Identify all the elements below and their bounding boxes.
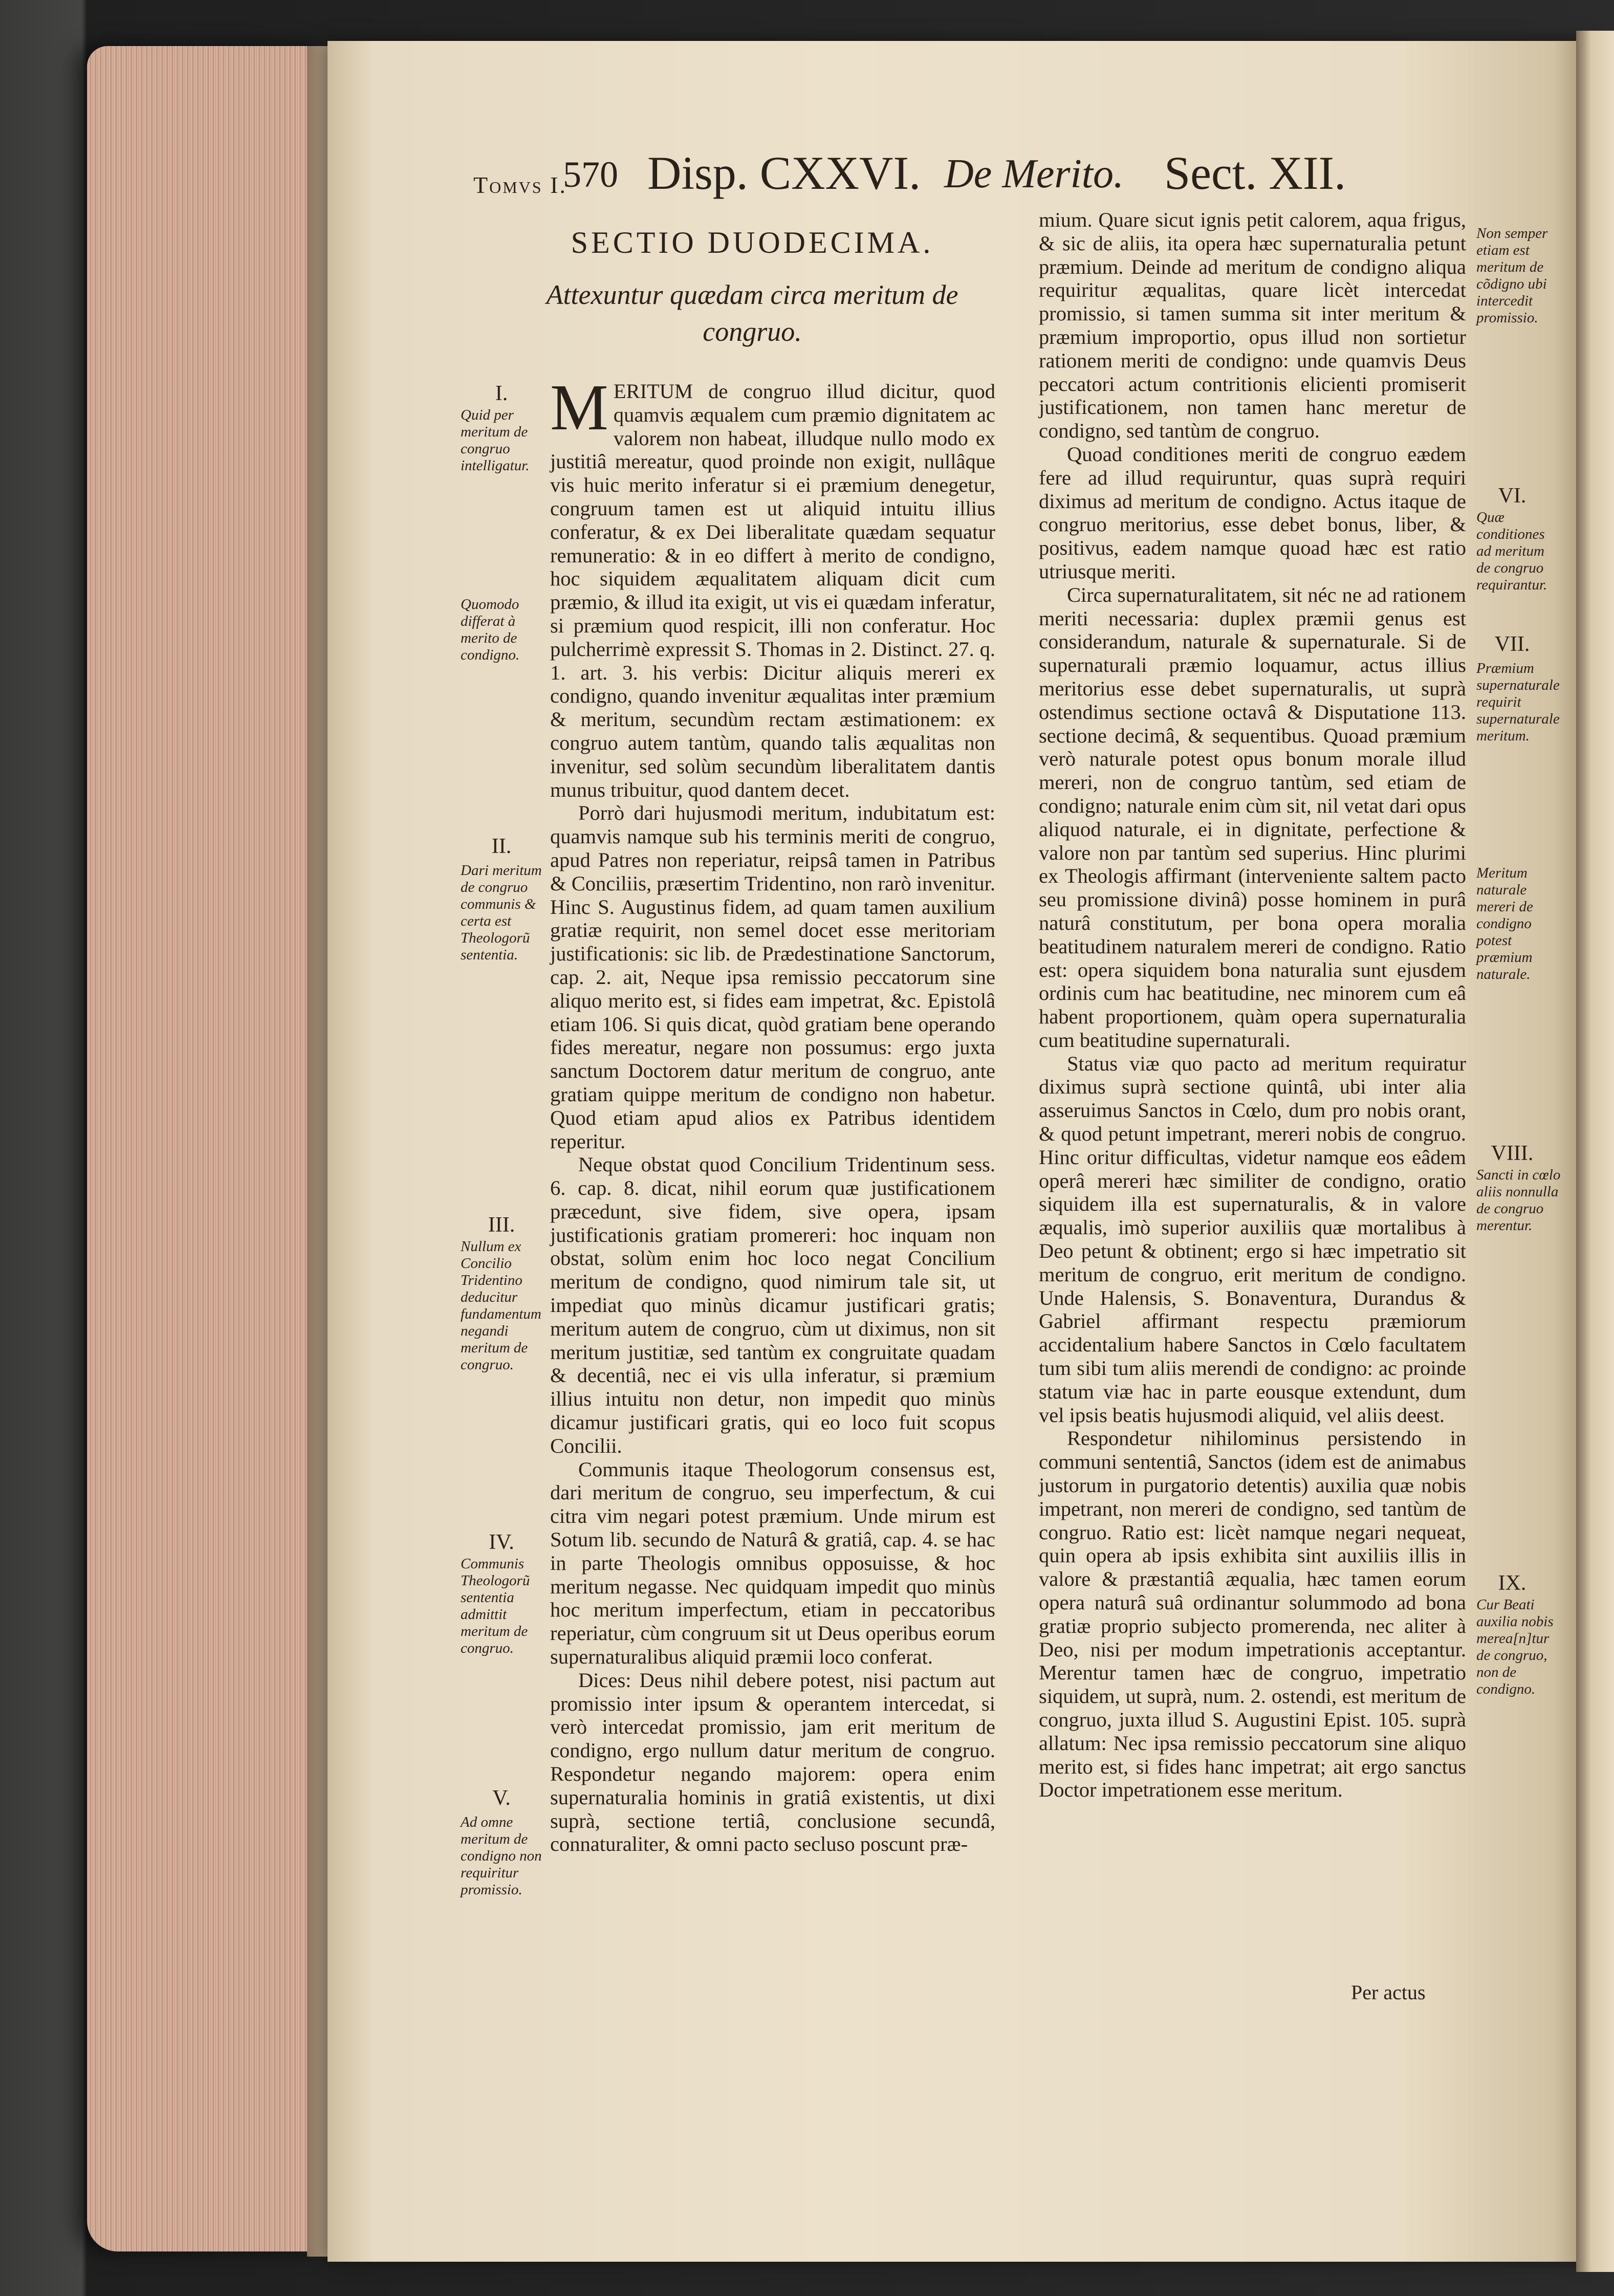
left-text-column <box>550 371 995 1856</box>
page-number: 570 <box>563 154 618 195</box>
paragraph-text: ERITUM de congruo illud dicitur, quod quamvis æqualem cum præmio dignitatem ac valorem non habeat, illudque nullo modo ex justitiâ mereatur, quod proinde non exigit, nullâque vis huic merito inferatur si ei præmium denegetur, congruum tamen est ut aliquid intuitu illius conferatur, & ex Dei liberalitate quædam sequatur remuneratio: & in eo differt à merito de condigno, hoc siquidem æqualitatem aliquam dicit cum præmio, & illud ita exigit, ut vis ei quædam inferatur, si præmium quod respicit, illi non conferatur. Hoc pulcherrimè expressit S. Thomas in 2. Distinct. 27. q. 1. art. 3. his verbis: Dicitur aliquis mereri ex condigno, quando invenitur æqualitas inter præmium & meritum, secundùm rectam æstimationem: ex congruo autem tantùm, quando talis æqualitas non invenitur, sed solùm secundùm liberalitatem dantis munus tribuitur, quod dantem decet. <box>550 380 995 801</box>
margin-note: Ad omne meritum de condigno non requiritur promissio. <box>461 1814 542 1898</box>
paragraph: Neque obstat quod Concilium Tridentinum sess. 6. cap. 8. dicat, nihil eorum quæ justificationem præcedunt, sive fidem, sive opera, ipsam justificationis gratiam promereri: hoc inquam non obstat, solùm enim hoc loco negat Concilium meritum de condigno, quod nimirum tale sit, ut impediat quo minùs dicamur justificari gratis; meritum autem de congruo, cùm ut diximus, non sit meritum justitiæ, sed tantùm ex congruitate quadam & decentiâ, nec ei vis ulla inferatur, si præmium illius intuitu non detur, non impedit quo minùs dicamur justificari gratis, qui eo loco fuit scopus Concilii. <box>550 1153 995 1457</box>
margin-note: Quid per meritum de congruo intelligatur. <box>461 407 530 474</box>
book-page-edges <box>87 46 328 2251</box>
margin-number: II. <box>491 835 512 858</box>
section-subtitle: Attexuntur quædam circa meritum de congruo. <box>546 279 958 347</box>
drop-cap: M <box>550 371 608 444</box>
margin-number: V. <box>492 1786 511 1810</box>
margin-note: Quæ conditiones ad meritum de congruo requirantur. <box>1476 509 1547 593</box>
margin-note: Dari meritum de congruo communis & certa est Theologorũ sententia. <box>461 862 542 963</box>
catchword: Per actus <box>1351 1981 1426 2004</box>
margin-note: Meritum naturale mereri de condigno potest præmium naturale. <box>1476 865 1533 982</box>
margin-note: Cur Beati auxilia nobis merea[n]tur de congruo, non de condigno. <box>1476 1597 1554 1697</box>
paragraph: Circa supernaturalitatem, sit néc ne ad rationem meriti necessaria: duplex præmii genus est considerandum, naturale & supernaturale. Si de supernaturali præmio loquamur, actus illius meritorius esse debet supernaturalis, ut suprà ostendimus sectione octavâ & Disputatione 113. sectione decimâ, & sequentibus. Quoad præmium verò naturale potest opus bonum morale illud mereri, non de congruo tantùm, sed etiam de condigno; naturale enim cùm sit, nil vetat dari opus aliquod naturale, ei in dignitate, perfectione & valore non par tantùm sed superius. Hinc plurimi ex Theologis affirmant (interveniente saltem pacto seu promissione divinâ) posse hominem in purâ naturâ constitutum, per bona opera moralia beatitudinem naturalem mereri de condigno. Ratio est: opera siquidem bona naturalia sunt ejusdem ordinis cum hac beatitudine, nec minorem cum eâ habent proportionem, quàm opera supernaturalia cum beatitudine supernaturali. <box>1039 583 1466 1052</box>
paragraph: mium. Quare sicut ignis petit calorem, aqua frigus, & sic de aliis, ita opera hæc supernaturalia petunt præmium. Deinde ad meritum de condigno aliqua requiritur æqualitas, quare licèt intercedat promissio, si tamen summa sit inter meritum & præmium improportio, opus illud non sortietur rationem meriti de condigno: unde quamvis Deus peccatori actum contritionis elicienti promiserit justificationem, non tamen hanc meretur de condigno, sed tantùm de congruo. <box>1039 208 1466 443</box>
margin-note: Communis Theologorũ sententia admittit meritum de congruo. <box>461 1556 530 1656</box>
paragraph: Status viæ quo pacto ad meritum requiratur diximus suprà sectione quintâ, ubi inter alia asseruimus Sanctos in Cœlo, dum pro nobis orant, & quod petunt impetrant, mereri nobis de congruo. Hinc oritur difficultas, videtur namque eos eâdem operâ mereri hæc similiter de condigno, oratio siquidem illa est supernaturalis, & in valore æqualis, imò superior auxiliis quæ mortalibus à Deo petunt & obtinent; ergo si hæc impetratio sit meritum de congruo, erit meritum de condigno. Unde Halensis, S. Bonaventura, Durandus & Gabriel affirmant respectu præmiorum accidentalium habere Sanctos in Cœlo facultatem tum sibi tum aliis merendi de condigno: ac proinde statum viæ hac in parte eousque extendunt, dum vel ipsis beatis hujusmodi aliquid, vel aliis deest. <box>1039 1052 1466 1427</box>
paragraph: Dices: Deus nihil debere potest, nisi pactum aut promissio inter ipsum & operantem intercedat, si verò intercedat promissio, jam erit meritum de condigno, ergo nullum datur meritum de congruo. Respondetur negando majorem: opera enim supernaturalia hominis in gratiâ existentis, ut dixi suprà, sectione tertiâ, conclusione secundâ, connaturaliter, & omni pacto secluso poscunt præ- <box>550 1668 995 1856</box>
margin-note: Quomodo differat à merito de condigno. <box>461 596 520 663</box>
facing-page-edge <box>1576 31 1614 2272</box>
running-head-volume: Tomvs I. <box>473 172 567 198</box>
margin-note: Nullum ex Concilio Tridentino deducitur fundamentum negandi meritum de congruo. <box>461 1238 541 1373</box>
margin-note: Non semper etiam est meritum de cõdigno ubi intercedit promissio. <box>1476 225 1548 326</box>
paragraph: Porrò dari hujusmodi meritum, indubitatum est: quamvis namque sub his terminis meriti de congruo, apud Patres non reperiatur, reipsâ tamen in Patribus & Conciliis, præsertim Tridentino, non rarò invenitur. Hinc S. Augustinus fidem, ad quam tamen auxilium gratiæ requirit, non semel docet esse meritoriam justificationis: sic lib. de Prædestinatione Sanctorum, cap. 2. ait, Neque ipsa remissio peccatorum sine aliquo merito est, si fides eam impetrat, &c. Epistolâ etiam 106. Si quis dicat, quòd gratiam bene operando fides mereatur, negare non possumus: ergo juxta sanctum Doctorem datur meritum de congruo, ante gratiam quippe meritum de condigno non habetur. Quod etiam apud alios ex Patribus identidem reperitur. <box>550 801 995 1153</box>
margin-number: I. <box>495 382 508 405</box>
paragraph: Communis itaque Theologorum consensus est, dari meritum de congruo, seu imperfectum, & cui citra vim negari potest præmium. Unde mirum est Sotum lib. secundo de Naturâ & gratiâ, cap. 4. se hac in parte Theologis omnibus opposuisse, & hoc meritum negasse. Nec quidquam impedit quo minùs hoc meritum imperfectum, etiam in peccatoribus reperiatur, cùm congruum sit ut Deus operibus eorum supernaturalibus aliquid præmii loco conferat. <box>550 1457 995 1669</box>
margin-number: VII. <box>1494 632 1530 656</box>
paragraph: Quoad conditiones meriti de congruo eædem fere ad illud requiruntur, quas suprà requiri diximus ad meritum de condigno. Actus itaque de congruo meritorius, esse debet bonus, liber, & positivus, eadem namque quoad hæc est ratio utriusque meriti. <box>1039 442 1466 583</box>
margin-number: IX. <box>1498 1571 1526 1595</box>
margin-note: Præmium supernaturale requirit supernaturale meritum. <box>1476 660 1560 744</box>
right-text-column <box>1039 208 1466 1802</box>
section-title: SECTIO DUODECIMA. <box>571 226 934 259</box>
margin-number: VIII. <box>1491 1142 1534 1165</box>
margin-number: VI. <box>1498 484 1526 508</box>
margin-note: Sancti in cœlo aliis nonnulla de congruo merentur. <box>1476 1167 1561 1234</box>
running-head-section: Sect. XII. <box>1164 147 1346 199</box>
margin-number: IV. <box>489 1530 514 1554</box>
running-head-disputation: Disp. CXXVI. <box>647 147 921 199</box>
running-head-topic: De Merito. <box>944 151 1124 196</box>
margin-number: III. <box>488 1213 515 1237</box>
paragraph: Respondetur nihilominus persistendo in communi sententiâ, Sanctos (idem est de animabus justorum in purgatorio detentis) auxilia quæ nobis impetrant, non mereri de condigno, sed tantùm de congruo. Ratio est: licèt namque negari nequeat, quin opera ab ipsis exhibita sint auxiliis illis in valore & præstantiâ æqualia, hæc tamen eorum opera naturâ suâ ordinantur solummodo ad bona gratiæ proprio subjecto promerenda, nec aliter à Deo, nisi per modum impetrationis acceptantur. Merentur tamen hæc de congruo, impetratio siquidem, ut suprà, num. 2. ostendi, est meritum de congruo, juxta illud S. Augustini Epist. 105. suprà allatum: Nec ipsa remissio peccatorum sine aliquo merito est, si fides hanc impetrat; ait ergo sanctus Doctor impetrationem esse meritum. <box>1039 1427 1466 1802</box>
paragraph <box>550 371 995 801</box>
